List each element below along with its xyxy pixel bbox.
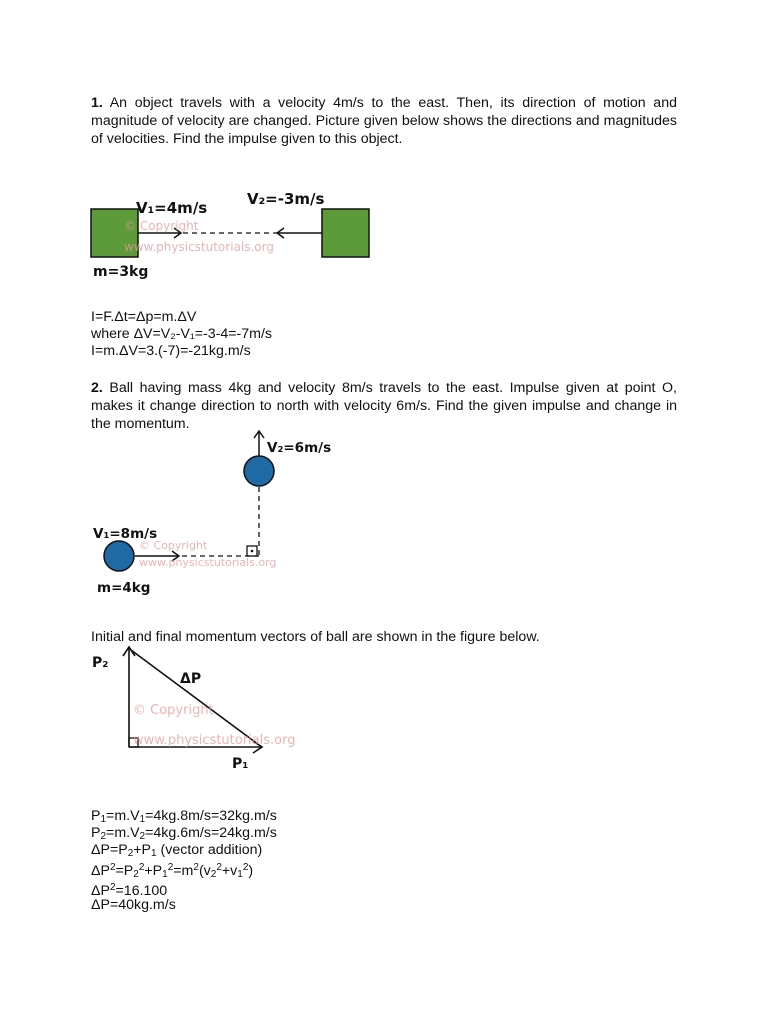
v2-label-2: V₂=6m/s bbox=[267, 440, 332, 456]
solution-2-line-3: $\Delta P=P_2+P_1$ (vector addition) bbox=[91, 842, 263, 859]
problem-1-number: 1. bbox=[91, 95, 103, 111]
solution-2-line-4: $\Delta P^2=P_2^2+P_1^2=m^2(v_2^2+v_1^2)$ bbox=[91, 862, 254, 880]
problem-2-number: 2. bbox=[91, 380, 103, 396]
delta-p-vector bbox=[131, 650, 259, 745]
watermark-url-3: www.physicstutorials.org bbox=[133, 733, 296, 748]
solution-2-line-1: $P_1=m.V_1=4kg.8m/s=32kg.m/s$ bbox=[91, 808, 277, 825]
watermark-copyright-2: © Copyright bbox=[139, 539, 208, 552]
solution-1-line-3: I=m.ΔV=3.(-7)=-21kg.m/s bbox=[91, 343, 251, 359]
p1-label: P₁ bbox=[232, 756, 249, 772]
solution-2-line-2: $P_2=m.V_2=4kg.6m/s=24kg.m/s$ bbox=[91, 825, 277, 842]
watermark-copyright: © Copyright bbox=[124, 219, 199, 233]
solution-1-line-1: I=F.Δt=Δp=m.ΔV bbox=[91, 309, 197, 325]
solution-2-line-6: ΔP=40kg.m/s bbox=[91, 897, 176, 913]
p2-label: P₂ bbox=[92, 655, 109, 671]
solution-1-line-2: where ΔV=V₂-V₁=-3-4=-7m/s bbox=[91, 326, 273, 342]
momentum-intro: Initial and final momentum vectors of ball are shown in the figure below. bbox=[91, 629, 540, 645]
solution-2-line-5: $\Delta P^2=16.100$ bbox=[91, 882, 168, 899]
watermark-copyright-3: © Copyright bbox=[133, 703, 214, 718]
v2-label: V₂=-3m/s bbox=[247, 190, 325, 208]
mass-label: m=3kg bbox=[93, 264, 149, 280]
v1-label: V₁=4m/s bbox=[136, 199, 208, 217]
problem-1-statement: An object travels with a velocity 4m/s to the east. Then, its direction of motion and magnitude of velocity are changed. Picture given below shows the directions and magnitudes of velocities. Find the impulse given to this object. bbox=[91, 95, 677, 147]
watermark-url-2: www.physicstutorials.org bbox=[139, 556, 277, 569]
watermark-url: www.physicstutorials.org bbox=[124, 240, 274, 254]
problem-2-statement: Ball having mass 4kg and velocity 8m/s travels to the east. Impulse given at point O, makes it change direction to north with velocity 6m/s. Find the given impulse and change in the momentum. bbox=[91, 380, 677, 432]
delta-p-label: ΔP bbox=[180, 671, 202, 687]
v1-label-2: V₁=8m/s bbox=[93, 526, 158, 542]
mass-label-2: m=4kg bbox=[97, 580, 151, 596]
